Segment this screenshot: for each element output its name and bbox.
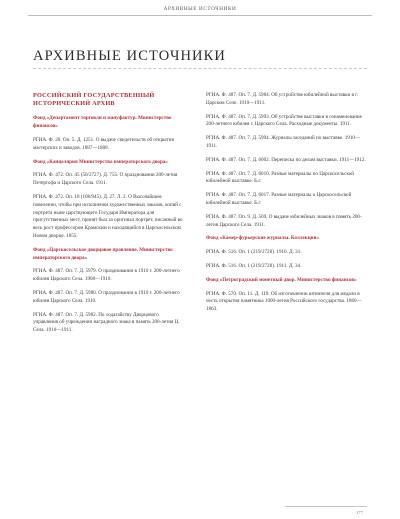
archive-entry: РГИА. Ф. 472. Оп. 45 (50/2727). Д. 755. О праздновании 200-летия Петергофа и Царского Села. 1911.	[33, 172, 178, 187]
archive-entry: РГИА. Ф. 516. Оп. 1 (219/2728). 1910. Д. 31.	[206, 249, 302, 256]
archive-entry: РГИА. Ф. 487. Оп. 7. Д. 5982. По ходатайству Дворцового управления об учреждении наградного знака в память 200-летия Ц. Села. 1910—1911.	[33, 311, 180, 334]
archive-entry: РГИА. Ф. 487. Оп. 7. Д. 6010. Разные материалы по Царскосельской юбилейной выставке. Б.г.	[206, 170, 355, 185]
archive-entry: РГИА. Ф. 487. Оп. 7. Д. 6017. Разные материалы о Царскосельской юбилейной выставке. Б.г.	[206, 192, 352, 206]
archive-entry: РГИА. Ф. 487. Оп. 7. Д. 5984. Об устройстве юбилейной выставки в г. Царском Селе. 1910—1911.	[206, 92, 359, 106]
fond-title: Фонд «Канцелярия Министерства императорского двора»	[33, 158, 168, 165]
fond-title: Фонд «Петроградский монетный двор. Министерство финансов»	[206, 276, 357, 283]
archive-heading: РОССИЙСКИЙ ГОСУДАРСТВЕННЫЙ ИСТОРИЧЕСКИЙ АРХИВ	[33, 92, 155, 108]
archive-entry: РГИА. Ф. 487. Оп. 7. Д. 5994. Журналы заседаний по выставке. 1910—1911.	[206, 135, 361, 149]
fond-title: Фонд «Департамент торговли и мануфактур. Министерство финансов»	[33, 115, 172, 130]
archive-entry: РГИА. Ф. 487. Оп. 9. Д. 569. О выдаче юбилейных знаков в память 200-летия Царского Села. 1911.	[206, 213, 362, 228]
header-rule	[28, 15, 372, 16]
archive-entry: РГИА. Ф. 516. Оп. 1 (219/2728). 1911. Д. 34.	[206, 262, 302, 269]
archive-entry: РГИА. Ф. 487. Оп. 7. Д. 5980. О праздновании в 1910 г. 200-летнего юбилея Царского Села. 1910.	[33, 289, 180, 304]
archive-entry: РГИА. Ф. 487. Оп. 7. Д. 5993. Об устройстве выставки в ознаменование 200-летнего юбилея г. Царского Села. Расходные документы. 1911.	[206, 113, 362, 128]
archive-entry: РГИА. Ф. 570. Оп. 11. Д. 119. Об изготовлении штемпеля для медали в честь открытия памятника 1000-летия Российского государства. 1860—1863.	[206, 290, 362, 313]
archive-entry: РГИА. Ф. 487. Оп. 7. Д. 6002. Переписка по делам выставки. 1911—1912.	[206, 156, 366, 163]
archive-entry: РГИА. Ф. 472. Оп. 18 (108/945). Д. 27. Л. 2. О Высочайшем повелении, чтобы при исполнении художественных заказов, копий с портрета ныне царствующего Государя Императора для присутственных мест, принят был за оригинал портрет, писанный во весь рост профессором Крамским и находящийся в Царскосельском Новом дворце. 1855.	[33, 193, 183, 239]
left-column	[33, 92, 183, 341]
page-number: 177	[356, 510, 363, 515]
right-column	[206, 92, 368, 320]
fond-title: Фонд «Камер-фурьерские журналы. Коллекция»	[206, 235, 319, 242]
footer-rule	[285, 506, 367, 507]
fond-title: Фонд «Царскосельское дворцовое правление. Министерство императорского двора»	[33, 246, 173, 261]
title-divider	[33, 68, 367, 69]
archive-entry: РГИА. Ф. 487. Оп. 7. Д. 5979. О праздновании в 1910 г. 200-летнего юбилея Царского Села. 1908—1910.	[33, 268, 180, 283]
page-title: АРХИВНЫЕ ИСТОЧНИКИ	[33, 47, 226, 64]
archive-entry: РГИА. Ф. 20. Оп. 5. Д. 1251. О выдаче свидетельств об открытии мастерских и заводов. 1887—1888.	[33, 137, 175, 151]
running-header: АРХИВНЫЕ ИСТОЧНИКИ	[163, 6, 237, 12]
